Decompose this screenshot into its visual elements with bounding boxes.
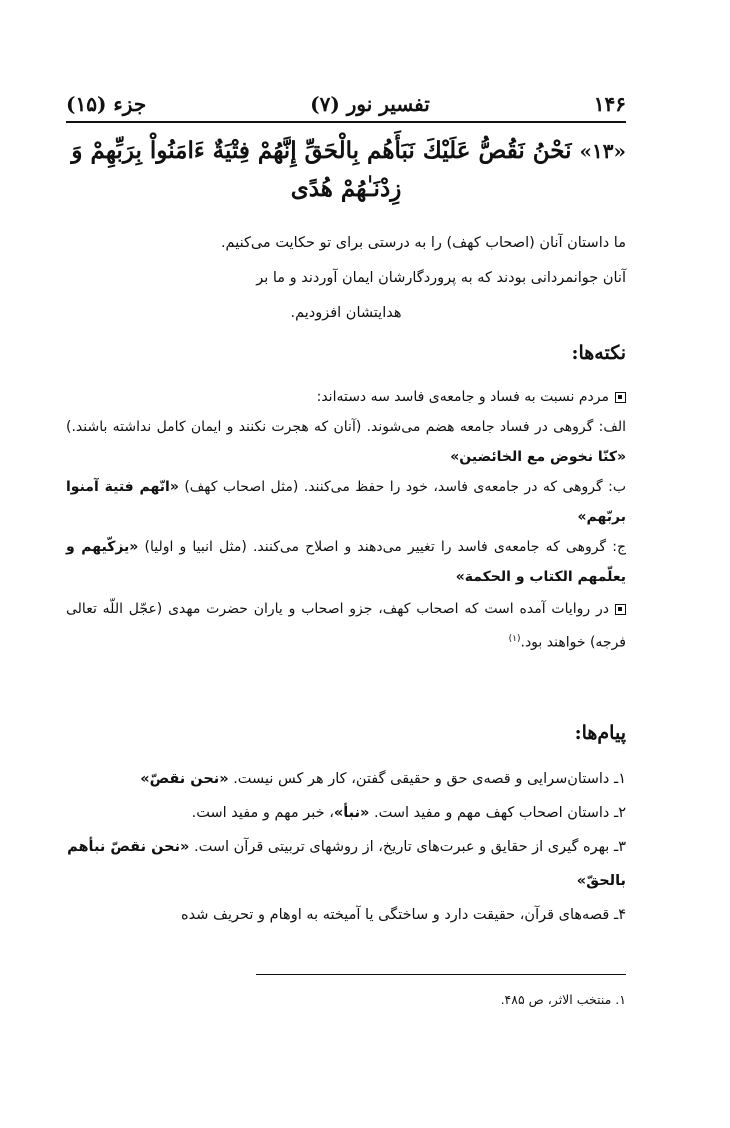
note-narration: در روایات آمده است که اصحاب کهف، جزو اصحاب و یاران حضرت مهدی (عجّل اللّه تعالی فرجه) خواهند بود.$^{(۱)}$	[66, 601, 626, 651]
message-3: ۳ـ بهره گیری از حقایق و عبرت‌های تاریخ، از روشهای تربیتی قرآن است. «نحن نقصّ نبأهم بالحقّ»	[67, 839, 626, 889]
page-number: ۱۴۶	[593, 92, 626, 116]
translation-line-3: هدایتشان افزودیم.	[290, 305, 402, 321]
translation-line-2: آنان جوانمردانی بودند که به پروردگارشان ایمان آوردند و ما بر	[256, 270, 626, 286]
message-1: ۱ـ داستان‌سرایی و قصه‌ی حق و حقیقی گفتن، کار هر کس نیست. «نحن نقصّ»	[140, 771, 626, 787]
header-rule	[66, 121, 626, 123]
square-bullet-icon	[615, 392, 626, 403]
part-label: جزء (۱۵)	[66, 92, 147, 116]
verse-line-1	[66, 132, 626, 170]
message-4: ۴ـ قصه‌های قرآن، حقیقت دارد و ساختگی یا آمیخته به اوهام و تحریف شده	[181, 907, 626, 923]
messages-section	[66, 762, 626, 932]
note-a-quote: «کنّا نخوض مع الخائضین»	[450, 449, 626, 465]
messages-title: پیام‌ها:	[574, 722, 626, 744]
book-title: تفسیر نور (۷)	[310, 92, 430, 116]
verse-text-1: نَحْنُ نَقُصُّ عَلَيْكَ نَبَأَهُم بِالْحَقِّ إِنَّهُمْ فِتْيَةٌ ءَامَنُواْ بِرَبِّهِمْ وَ	[71, 137, 572, 164]
note-c-quote: «یزکّیهم و یعلّمهم الکتاب و الحکمة»	[66, 539, 626, 585]
footnote: ۱. منتخب الاثر، ص ۴۸۵.	[500, 992, 626, 1007]
note-b-quote: «انّهم فتیة آمنوا بربّهم»	[66, 479, 626, 525]
notes-intro: مردم نسبت به فساد و جامعه‌ی فاسد سه دسته‌اند:	[66, 382, 626, 412]
verse-number: «۱۳»	[579, 139, 626, 163]
quran-verse	[66, 132, 626, 208]
page-header	[66, 88, 626, 120]
note-a: الف: گروهی در فساد جامعه هضم می‌شوند. (آنان که هجرت نکنند و ایمان کامل نداشته باشند.) «کنّا نخوض مع الخائضین»	[66, 419, 626, 465]
verse-translation	[66, 226, 626, 331]
note-c: ج: گروهی که جامعه‌ی فاسد را تغییر می‌دهند و اصلاح می‌کنند. (مثل انبیا و اولیا) «یزکّیهم و یعلّمهم الکتاب و الحکمة»	[66, 539, 626, 585]
footnote-ref: (۱)	[508, 634, 521, 644]
notes-title: نکته‌ها:	[571, 342, 626, 364]
notes-section	[66, 382, 626, 658]
square-bullet-icon	[615, 604, 626, 615]
note-b: ب: گروهی که در جامعه‌ی فاسد، خود را حفظ می‌کنند. (مثل اصحاب کهف) «انّهم فتیة آمنوا بربّهم»	[66, 479, 626, 525]
footnote-rule	[256, 974, 626, 975]
message-2: ۲ـ داستان اصحاب کهف مهم و مفید است. «نبأ»، خبر مهم و مفید است.	[191, 805, 626, 821]
translation-line-1: ما داستان آنان (اصحاب کهف) را به درستی برای تو حکایت می‌کنیم.	[220, 235, 626, 251]
verse-line-2: زِدْنَـٰهُمْ هُدًى	[290, 175, 402, 202]
